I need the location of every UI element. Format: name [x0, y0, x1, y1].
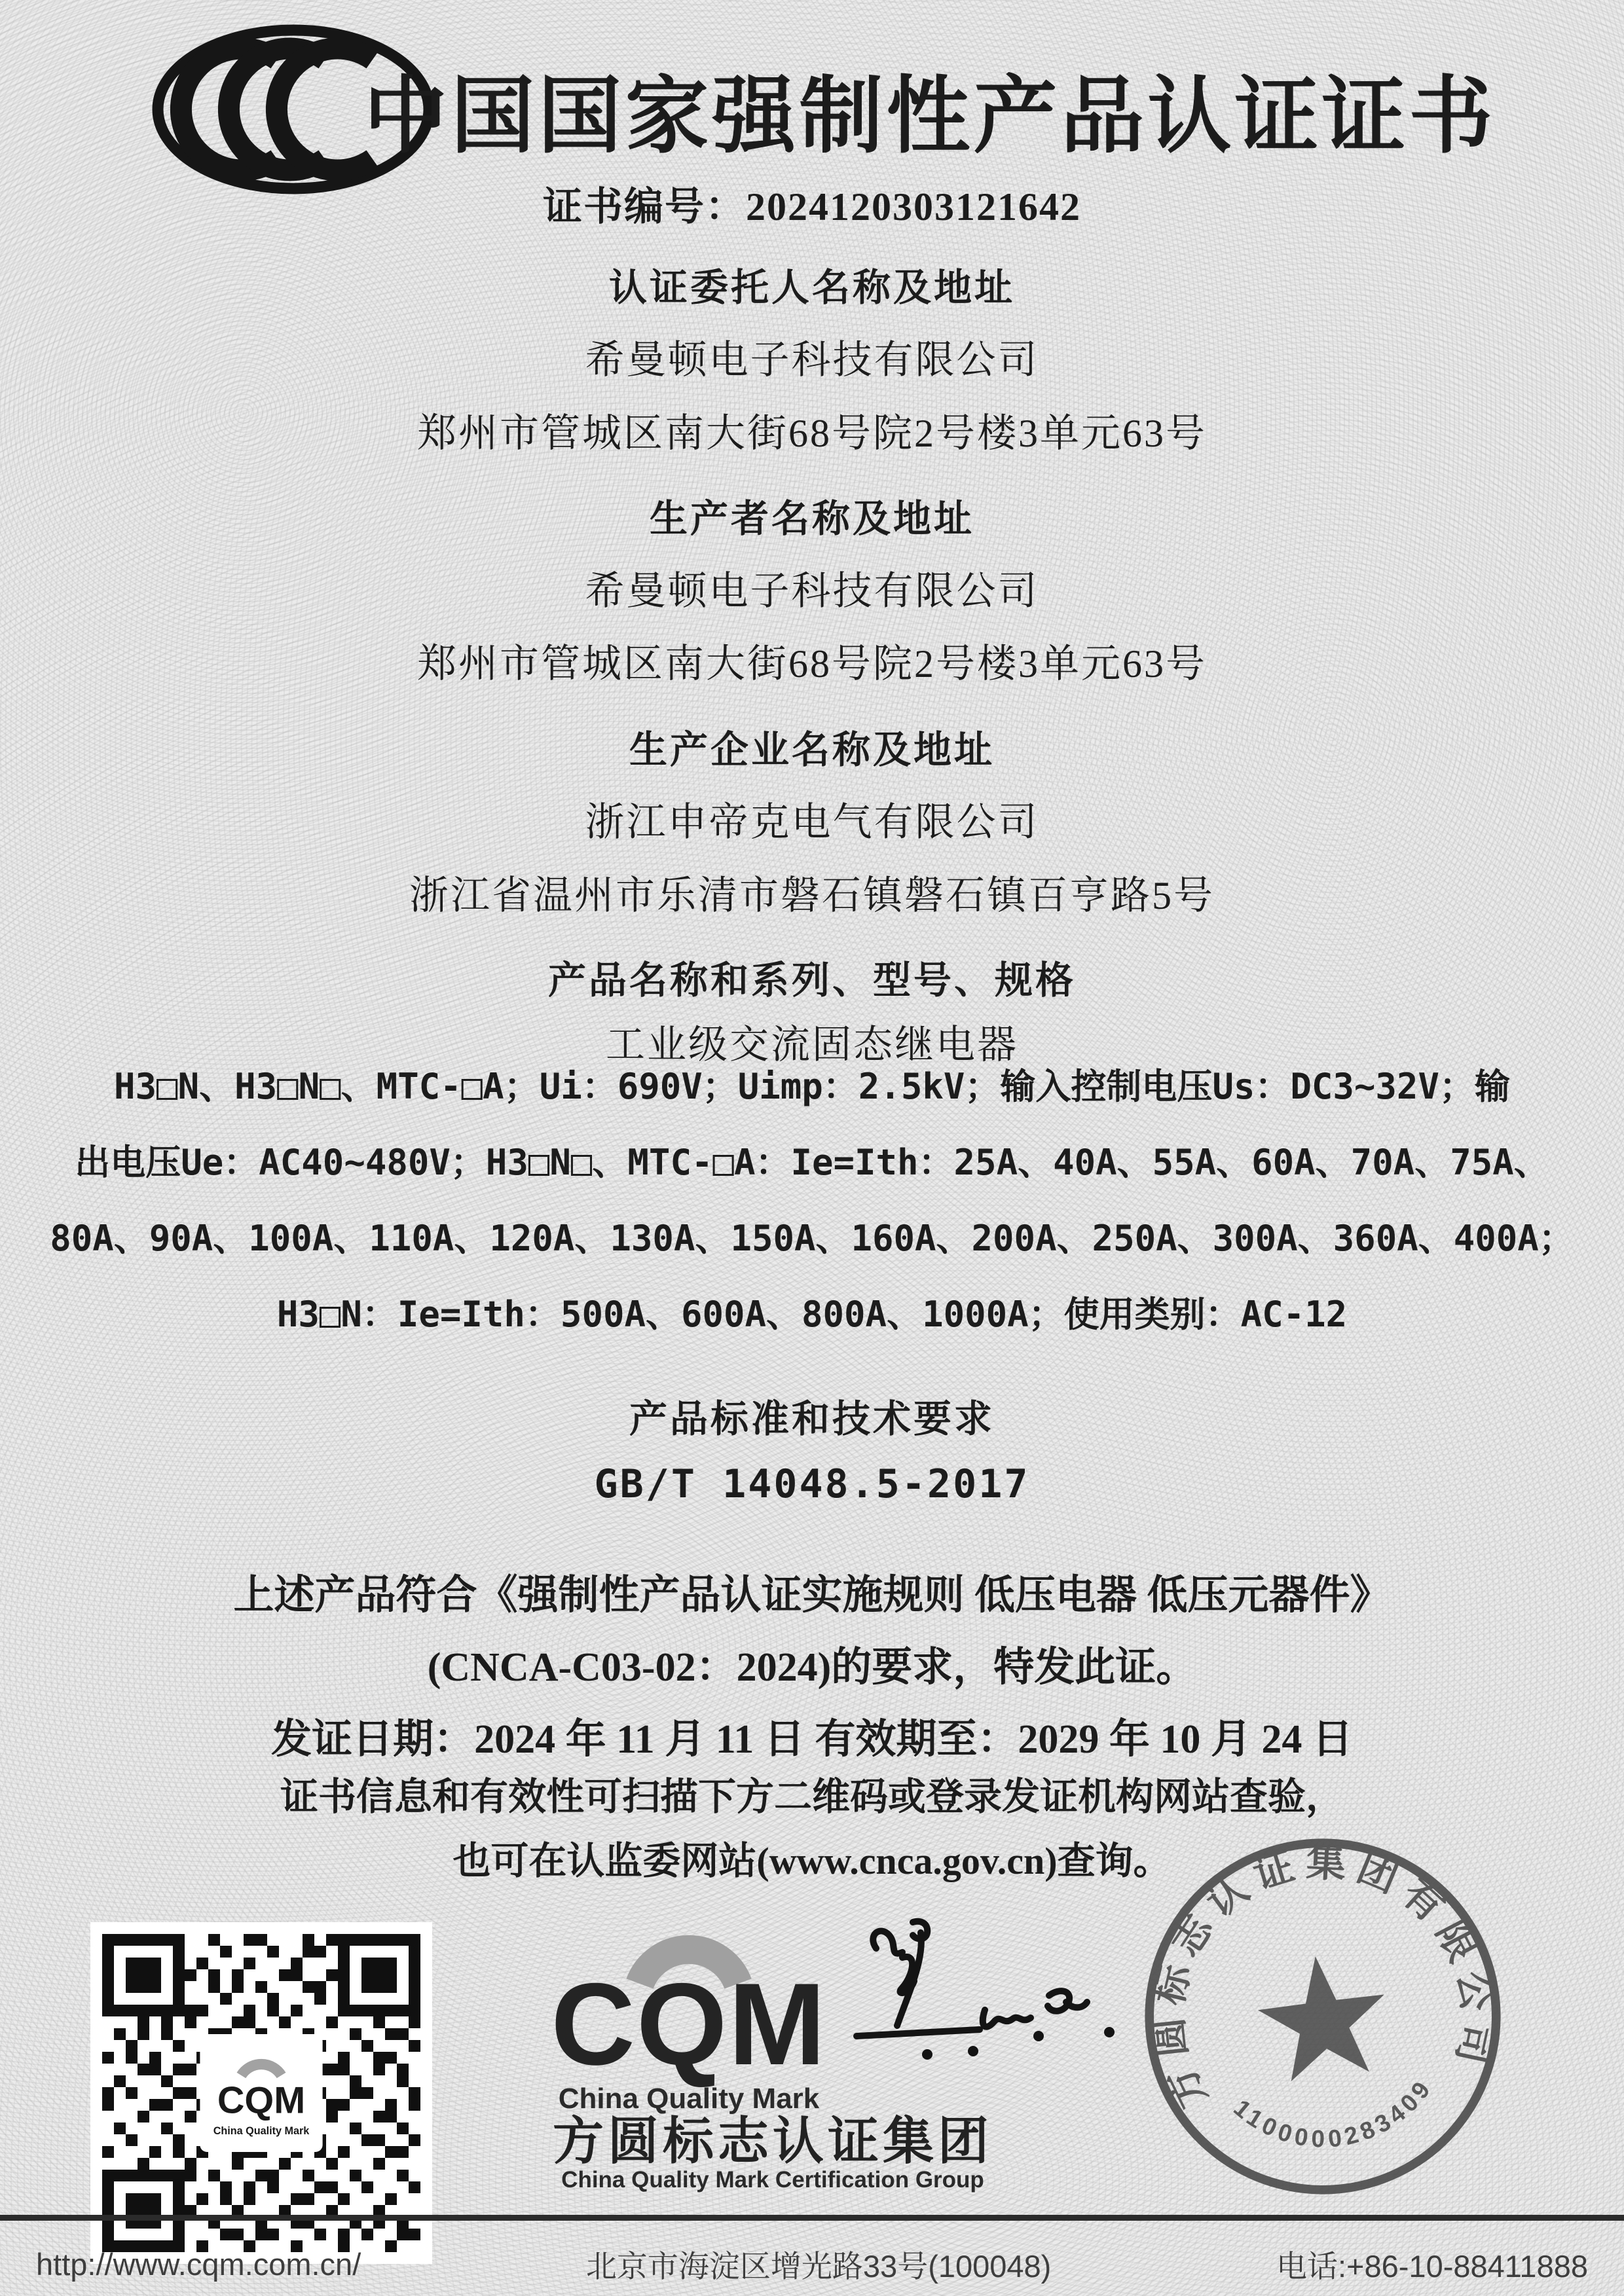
- producer-name: 希曼顿电子科技有限公司: [585, 570, 1039, 613]
- footer-divider: [0, 2215, 1624, 2221]
- standard-heading: 产品标准和技术要求: [629, 1398, 995, 1440]
- page-title: 中国国家强制性产品认证证书: [363, 70, 1496, 163]
- spec-line: 80A、90A、100A、110A、120A、130A、150A、160A、200A、250A、300A、360A、400A；: [50, 1218, 1574, 1259]
- signature: [829, 1897, 1156, 2074]
- statement-line: 发证日期：2024 年 11 月 11 日 有效期至：2029 年 10 月 24 日: [271, 1717, 1353, 1762]
- footer-phone: 电话:+86-10-88411888: [1276, 2249, 1588, 2284]
- spec-line: H3□N：Ie=Ith：500A、600A、800A、1000A；使用类别：AC-12: [276, 1294, 1348, 1335]
- cqm-logo-tagline: China Quality Mark: [558, 2083, 820, 2115]
- note-line: 证书信息和有效性可扫描下方二维码或登录发证机构网站查验，: [280, 1776, 1344, 1818]
- qr-cqm-tagline: China Quality Mark: [213, 2125, 310, 2137]
- producer-heading: 生产者名称及地址: [649, 498, 974, 540]
- producer-address: 郑州市管城区南大街68号院2号楼3单元63号: [417, 642, 1207, 685]
- cqm-logo: [492, 1930, 885, 2120]
- cert-number-value: 2024120303121642: [746, 185, 1081, 228]
- spec-line: 出电压Ue：AC40~480V；H3□N□、MTC-□A：Ie=Ith：25A、40A、55A、60A、70A、75A、: [75, 1142, 1549, 1183]
- spec-line: H3□N、H3□N□、MTC-□A；Ui：690V；Uimp：2.5kV；输入控制电压Us：DC3~32V；输: [114, 1066, 1510, 1107]
- cert-number-label: 证书编号：: [543, 185, 746, 228]
- seal-number: 1100000283409: [1228, 2073, 1438, 2153]
- qr-code: [90, 1922, 432, 2264]
- cqm-logo-text: CQM: [551, 1959, 827, 2089]
- cert-number: [0, 175, 1624, 232]
- statement-line: (CNCA-C03-02：2024)的要求，特发此证。: [427, 1645, 1197, 1690]
- group-name-cn: 方圆标志认证集团: [552, 2112, 993, 2170]
- footer: [36, 2242, 1588, 2286]
- standard-value: GB/T 14048.5-2017: [594, 1461, 1030, 1507]
- statement-line: 上述产品符合《强制性产品认证实施规则 低压电器 低压元器件》: [233, 1573, 1391, 1618]
- footer-address: 北京市海淀区增光路33号(100048): [585, 2249, 1052, 2284]
- qr-cqm-text: CQM: [217, 2079, 306, 2122]
- seal-star-icon: [1252, 1948, 1393, 2084]
- seal-ring-text: 方圆标志认证集团有限公司: [1146, 1840, 1500, 2115]
- applicant-name: 希曼顿电子科技有限公司: [585, 338, 1039, 382]
- company-seal: [1110, 1804, 1536, 2230]
- group-name-en: China Quality Mark Certification Group: [561, 2167, 984, 2193]
- applicant-address: 郑州市管城区南大街68号院2号楼3单元63号: [417, 412, 1207, 455]
- product-name: 工业级交流固态继电器: [606, 1023, 1018, 1066]
- factory-address: 浙江省温州市乐清市磐石镇磐石镇百亨路5号: [409, 874, 1215, 917]
- factory-name: 浙江申帝克电气有限公司: [585, 801, 1039, 844]
- spec-block: [0, 1049, 1624, 1353]
- footer-url: http://www.cqm.com.cn/: [36, 2247, 361, 2282]
- svg-text:1100000283409: [1227, 2071, 1444, 2164]
- factory-heading: 生产企业名称及地址: [629, 729, 995, 771]
- applicant-heading: 认证委托人名称及地址: [608, 266, 1015, 309]
- product-heading: 产品名称和系列、型号、规格: [547, 959, 1076, 1002]
- statement-block: [0, 1559, 1624, 1776]
- note-line: 也可在认监委网站(www.cnca.gov.cn)查询。: [452, 1840, 1172, 1882]
